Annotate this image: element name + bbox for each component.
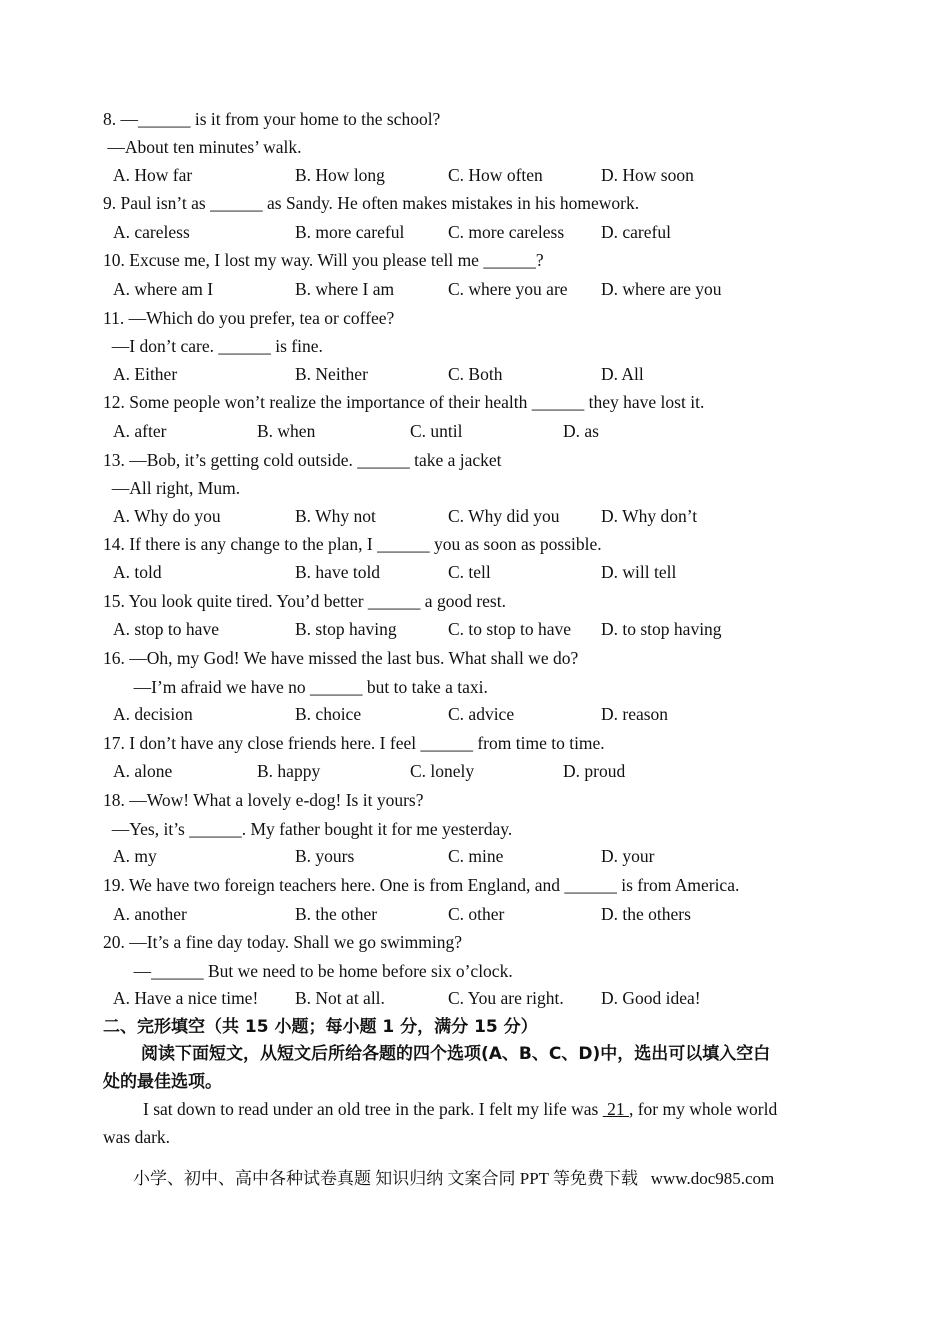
- question-14-option-d: D. will tell: [601, 562, 677, 582]
- question-11-option-b: B. Neither: [295, 364, 368, 384]
- question-14-option-c: C. tell: [448, 562, 491, 582]
- question-16-option-b: B. choice: [295, 704, 362, 724]
- question-19-option-c: C. other: [448, 904, 505, 924]
- question-9-option-b: B. more careful: [295, 222, 405, 242]
- question-8-option-d: D. How soon: [601, 165, 694, 185]
- question-14-option-a: A. told: [113, 562, 162, 582]
- question-10-stem: 10. Excuse me, I lost my way. Will you please tell me ______?: [103, 250, 544, 270]
- question-13-response: —All right, Mum.: [103, 478, 241, 498]
- question-15-option-a: A. stop to have: [113, 619, 219, 639]
- question-14-stem: 14. If there is any change to the plan, I ______ you as soon as possible.: [103, 534, 602, 554]
- passage-line-2: was dark.: [103, 1127, 171, 1147]
- question-8-stem: 8. —______ is it from your home to the school?: [103, 109, 441, 129]
- section-2-heading: 二、完形填空（共 15 小题；每小题 1 分，满分 15 分）: [103, 1017, 538, 1037]
- question-10-option-c: C. where you are: [448, 279, 568, 299]
- blank-21: 21: [602, 1099, 629, 1119]
- question-11-response: —I don’t care. ______ is fine.: [103, 336, 323, 356]
- question-8-response: —About ten minutes’ walk.: [103, 137, 302, 157]
- question-13-option-b: B. Why not: [295, 506, 376, 526]
- question-12-option-d: D. as: [563, 421, 599, 441]
- question-20-response: —______ But we need to be home before six o’clock.: [103, 961, 513, 981]
- question-10-option-a: A. where am I: [113, 279, 214, 299]
- question-10-option-d: D. where are you: [601, 279, 722, 299]
- question-18-option-d: D. your: [601, 846, 655, 866]
- question-17-option-b: B. happy: [257, 761, 321, 781]
- question-12-option-a: A. after: [113, 421, 167, 441]
- question-12-option-b: B. when: [257, 421, 316, 441]
- question-20-option-a: A. Have a nice time!: [113, 988, 259, 1008]
- question-20-option-c: C. You are right.: [448, 988, 564, 1008]
- question-13-stem: 13. —Bob, it’s getting cold outside. ______ take a jacket: [103, 450, 502, 470]
- question-8-option-c: C. How often: [448, 165, 543, 185]
- question-15-option-b: B. stop having: [295, 619, 397, 639]
- question-15-option-c: C. to stop to have: [448, 619, 571, 639]
- question-13-option-d: D. Why don’t: [601, 506, 698, 526]
- question-9-stem: 9. Paul isn’t as ______ as Sandy. He often makes mistakes in his homework.: [103, 193, 640, 213]
- question-18-stem: 18. —Wow! What a lovely e-dog! Is it yours?: [103, 790, 424, 810]
- question-17-option-d: D. proud: [563, 761, 626, 781]
- passage-line-1-start: I sat down to read under an old tree in the park. I felt my life was: [143, 1099, 603, 1119]
- question-11-option-a: A. Either: [113, 364, 178, 384]
- question-14-option-b: B. have told: [295, 562, 381, 582]
- question-16-response: —I’m afraid we have no ______ but to take a taxi.: [103, 677, 488, 697]
- question-12-stem: 12. Some people won’t realize the importance of their health ______ they have lost it.: [103, 392, 705, 412]
- question-15-stem: 15. You look quite tired. You’d better ______ a good rest.: [103, 591, 506, 611]
- question-17-option-a: A. alone: [113, 761, 173, 781]
- section-2-instruction-line-1: 阅读下面短文，从短文后所给各题的四个选项(A、B、C、D)中，选出可以填入空白: [141, 1044, 771, 1064]
- question-19-stem: 19. We have two foreign teachers here. One is from England, and ______ is from America.: [103, 875, 740, 895]
- question-11-option-d: D. All: [601, 364, 644, 384]
- section-2-instruction-line-2: 处的最佳选项。: [103, 1072, 222, 1092]
- question-20-option-b: B. Not at all.: [295, 988, 385, 1008]
- page-footer: 小学、初中、高中各种试卷真题 知识归纳 文案合同 PPT 等免费下载 www.doc985.com: [133, 1169, 775, 1188]
- question-8-option-b: B. How long: [295, 165, 385, 185]
- question-15-option-d: D. to stop having: [601, 619, 722, 639]
- question-9-option-a: A. careless: [113, 222, 190, 242]
- question-18-response: —Yes, it’s ______. My father bought it for me yesterday.: [103, 819, 513, 839]
- question-12-option-c: C. until: [410, 421, 463, 441]
- question-9-option-d: D. careful: [601, 222, 671, 242]
- passage-line-1: [143, 1098, 777, 1120]
- question-8-option-a: A. How far: [113, 165, 193, 185]
- question-16-option-d: D. reason: [601, 704, 669, 724]
- question-19-option-d: D. the others: [601, 904, 691, 924]
- question-13-option-c: C. Why did you: [448, 506, 560, 526]
- question-19-option-a: A. another: [113, 904, 187, 924]
- question-18-option-b: B. yours: [295, 846, 355, 866]
- question-18-option-c: C. mine: [448, 846, 504, 866]
- question-11-stem: 11. —Which do you prefer, tea or coffee?: [103, 308, 395, 328]
- question-18-option-a: A. my: [113, 846, 157, 866]
- question-10-option-b: B. where I am: [295, 279, 395, 299]
- question-19-option-b: B. the other: [295, 904, 378, 924]
- question-16-option-c: C. advice: [448, 704, 515, 724]
- question-20-option-d: D. Good idea!: [601, 988, 701, 1008]
- question-13-option-a: A. Why do you: [113, 506, 221, 526]
- question-17-stem: 17. I don’t have any close friends here. I feel ______ from time to time.: [103, 733, 605, 753]
- question-11-option-c: C. Both: [448, 364, 503, 384]
- question-9-option-c: C. more careless: [448, 222, 565, 242]
- question-17-option-c: C. lonely: [410, 761, 475, 781]
- question-16-stem: 16. —Oh, my God! We have missed the last bus. What shall we do?: [103, 648, 579, 668]
- passage-line-1-end: , for my whole world: [628, 1099, 778, 1119]
- question-20-stem: 20. —It’s a fine day today. Shall we go swimming?: [103, 932, 463, 952]
- question-16-option-a: A. decision: [113, 704, 193, 724]
